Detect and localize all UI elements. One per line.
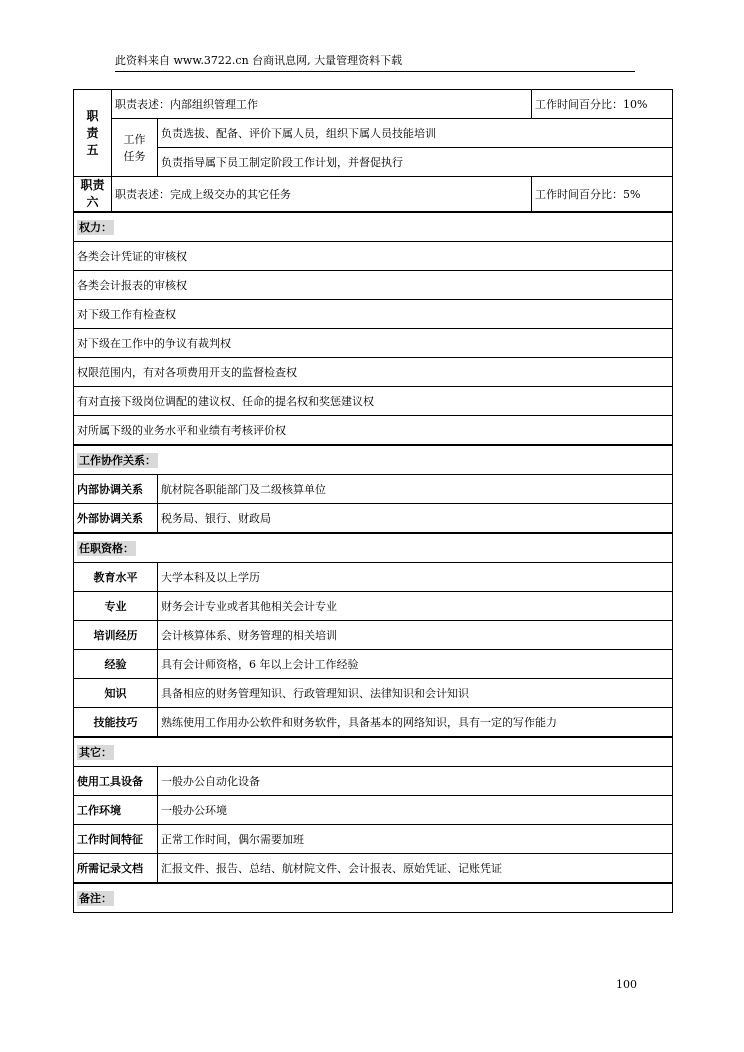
relation-value: 税务局、银行、财政局 [158,504,673,534]
other-value: 一般办公自动化设备 [158,767,673,796]
other-row [74,767,673,796]
qualification-value: 熟练使用工作用办公软件和财务软件，具备基本的网络知识，具有一定的写作能力 [158,708,673,738]
qualification-value: 大学本科及以上学历 [158,563,673,592]
job-description-table [73,89,673,913]
qualification-label: 教育水平 [74,563,158,592]
qualification-row [74,592,673,621]
other-value: 一般办公环境 [158,796,673,825]
qualification-row [74,563,673,592]
power-row [74,358,673,387]
others-section-row [74,737,673,767]
duty5-task-label: 工作 任务 [112,119,158,177]
power-item: 有对直接下级岗位调配的建议权、任命的提名权和奖惩建议权 [74,387,673,416]
power-item: 各类会计凭证的审核权 [74,242,673,271]
power-row [74,242,673,271]
power-item: 权限范围内，有对各项费用开支的监督检查权 [74,358,673,387]
relation-value: 航材院各职能部门及二级核算单位 [158,475,673,504]
qualification-label: 专业 [74,592,158,621]
power-item: 各类会计报表的审核权 [74,271,673,300]
relations-section-row [74,445,673,475]
power-row [74,387,673,416]
duty5-row [74,90,673,119]
notes-section-row [74,883,673,913]
qualification-row [74,650,673,679]
power-row [74,329,673,358]
powers-title: 权力： [74,212,673,242]
power-row [74,271,673,300]
duty6-desc: 职责表述：完成上级交办的其它任务 [112,177,532,213]
duty6-time: 工作时间百分比：5% [532,177,673,213]
other-label: 所需记录文档 [74,854,158,884]
power-item: 对下级工作有检查权 [74,300,673,329]
qualification-value: 会计核算体系、财务管理的相关培训 [158,621,673,650]
duty5-task-1: 负责选拔、配备、评价下属人员，组织下属人员技能培训 [158,119,673,148]
qualification-label: 经验 [74,650,158,679]
qualification-label: 技能技巧 [74,708,158,738]
others-title: 其它： [74,737,673,767]
duty6-row [74,177,673,213]
qualifications-title: 任职资格： [74,533,673,563]
duty5-task-2: 负责指导属下员工制定阶段工作计划，并督促执行 [158,148,673,177]
other-row [74,796,673,825]
notes-title: 备注： [74,883,673,913]
page-number: 100 [616,978,637,991]
other-value: 正常工作时间，偶尔需要加班 [158,825,673,854]
other-row [74,854,673,884]
other-label: 工作时间特征 [74,825,158,854]
qualification-row [74,621,673,650]
duty5-task-row [74,119,673,148]
qualification-label: 知识 [74,679,158,708]
other-value: 汇报文件、报告、总结、航材院文件、会计报表、原始凭证、记账凭证 [158,854,673,884]
page-header: 此资料来自 www.3722.cn 台商讯息网, 大量管理资料下载 [115,53,635,72]
relations-title: 工作协作关系： [74,445,673,475]
duty6-label: 职责 六 [74,177,112,213]
duty5-desc: 职责表述：内部组织管理工作 [112,90,532,119]
relation-label: 内部协调关系 [74,475,158,504]
duty5-task-row [74,148,673,177]
qualification-row [74,708,673,738]
power-row [74,416,673,446]
qualifications-section-row [74,533,673,563]
other-row [74,825,673,854]
qualification-value: 具备相应的财务管理知识、行政管理知识、法律知识和会计知识 [158,679,673,708]
qualification-value: 财务会计专业或者其他相关会计专业 [158,592,673,621]
duty5-time: 工作时间百分比：10% [532,90,673,119]
power-item: 对下级在工作中的争议有裁判权 [74,329,673,358]
qualification-label: 培训经历 [74,621,158,650]
duty5-label: 职 责 五 [74,90,112,177]
relation-row [74,504,673,534]
qualification-value: 具有会计师资格，6 年以上会计工作经验 [158,650,673,679]
power-item: 对所属下级的业务水平和业绩有考核评价权 [74,416,673,446]
other-label: 使用工具设备 [74,767,158,796]
relation-row [74,475,673,504]
power-row [74,300,673,329]
powers-section-row [74,212,673,242]
qualification-row [74,679,673,708]
relation-label: 外部协调关系 [74,504,158,534]
other-label: 工作环境 [74,796,158,825]
